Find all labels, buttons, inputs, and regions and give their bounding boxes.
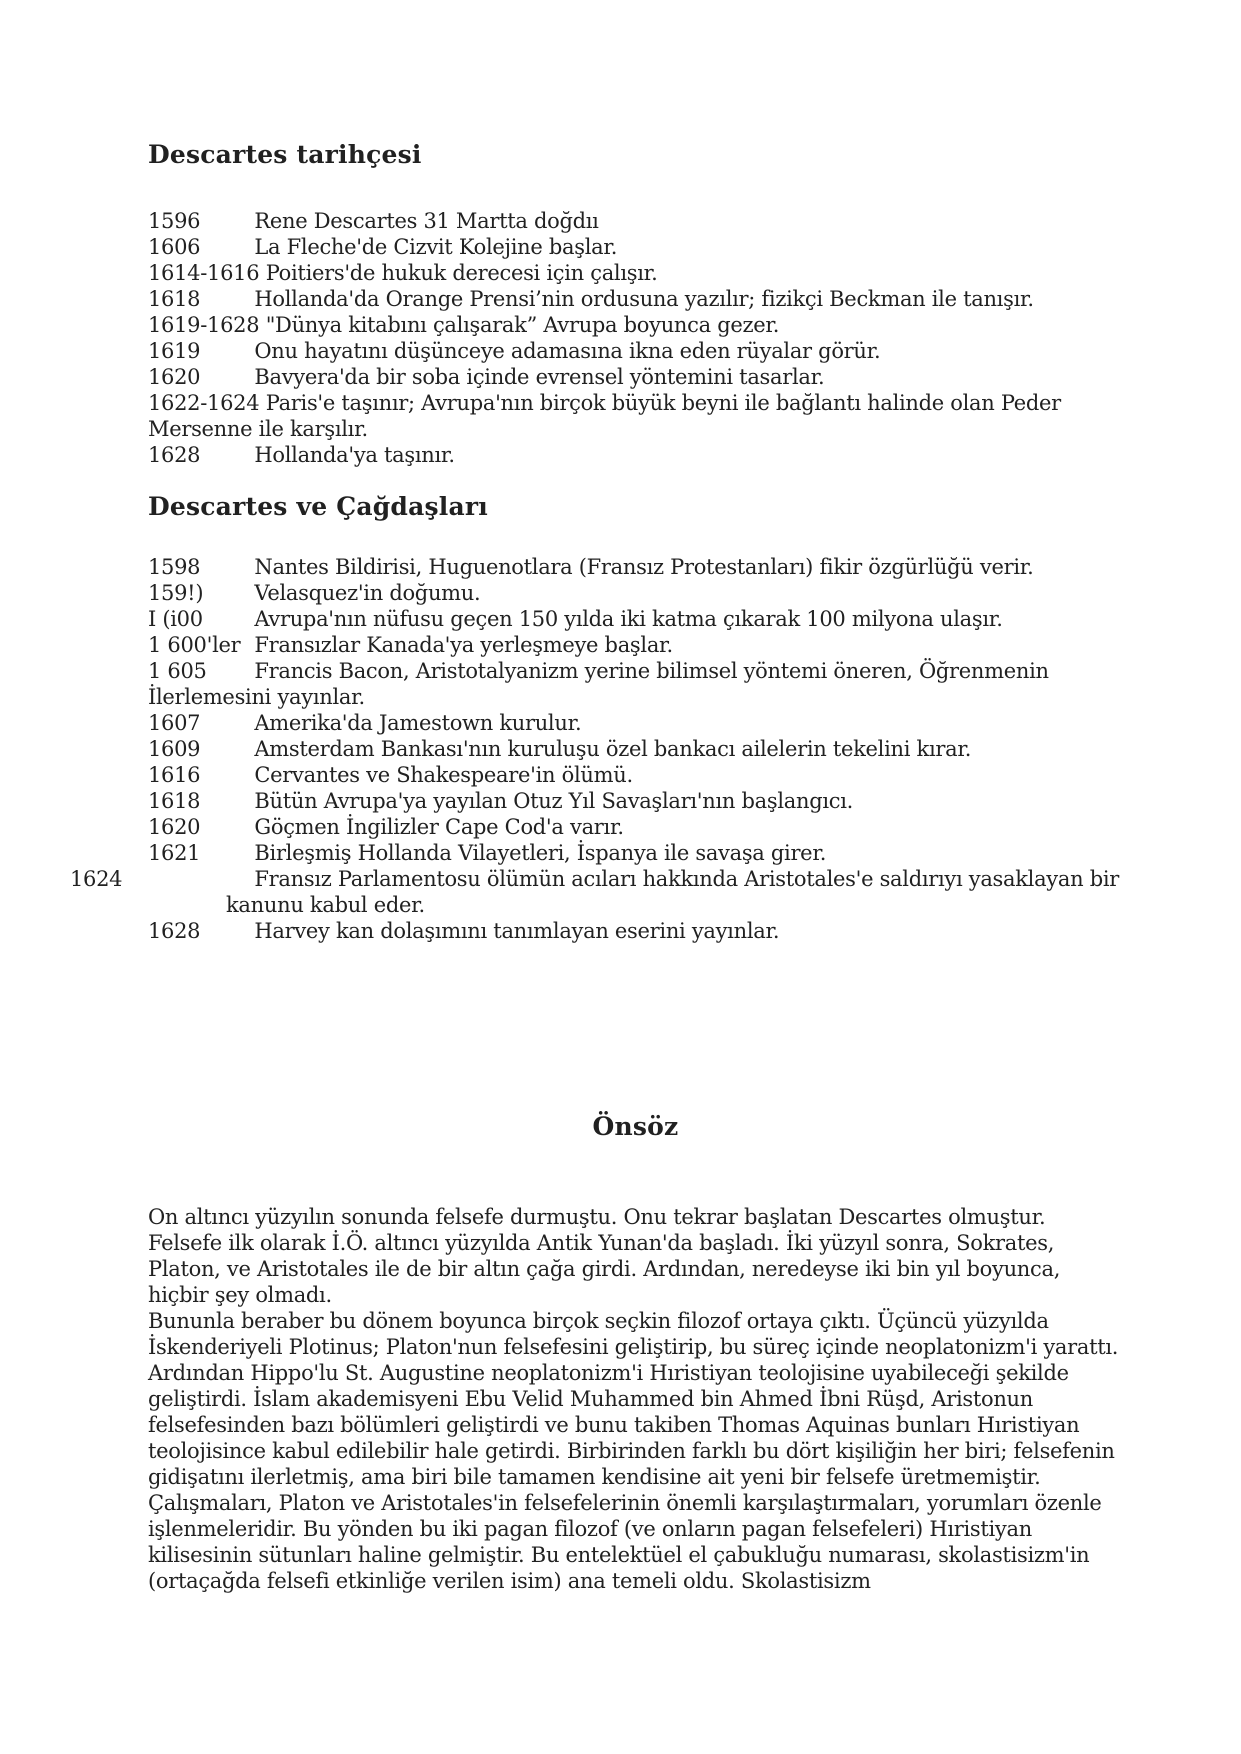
timeline-entry	[148, 338, 1123, 364]
entry-year: 1 605	[148, 659, 207, 683]
entry-text: Nantes Bildirisi, Huguenotlara (Fransız Protestanları) fikir özgürlüğü verir.	[254, 555, 1034, 579]
entry-year: 1596	[148, 209, 201, 233]
entry-year: I (i00	[148, 607, 203, 631]
entry-year: 1618	[148, 789, 201, 813]
history-section-title: Descartes tarihçesi	[148, 140, 422, 169]
entry-year: 1609	[148, 737, 201, 761]
timeline-entry	[148, 364, 1123, 390]
entry-text: Rene Descartes 31 Martta doğdıı	[254, 209, 599, 233]
preface-paragraph-2: Bununla beraber bu dönem boyunca birçok seçkin filozof ortaya çıktı. Üçüncü yüzyılda İskenderiyeli Plotinus; Platon'nun felsefesini geliştirip, bu süreç içinde neoplatonizm'i yarattı. Ardından Hippo'lu St. Augustine neoplatonizm'i Hıristiyan teolojisine uyabileceği şekilde geliştirdi. İslam akademisyeni Ebu Velid Muhammed bin Ahmed İbni Rüşd, Aristonun felsefesinden bazı bölümleri geliştirdi ve bunu takiben Thomas Aquinas bunları Hıristiyan teolojisince kabul edilebilir hale getirdi. Birbirinden farklı bu dört kişiliğin her biri; felsefenin gidişatını ilerletmiş, ama biri bile tamamen kendisine ait yeni bir felsefe üretmemiştir. Çalışmaları, Platon ve Aristotales'in felsefelerinin önemli karşılaştırmaları, yorumları özenle işlenmeleridir. Bu yönden bu iki pagan filozof (ve onların pagan felsefeleri) Hıristiyan kilisesinin sütunları haline gelmiştir. Bu entelektüel el çabukluğu numarası, skolastisizm'in (ortaçağda felsefi etkinliğe verilen isim) ana temeli oldu. Skolastisizm	[148, 1309, 1119, 1593]
entry-text: Onu hayatını düşünceye adamasına ikna eden rüyalar görür.	[254, 339, 881, 363]
entry-text: Poitiers'de hukuk derecesi için çalışır.	[265, 261, 658, 285]
contemporaries-section-title: Descartes ve Çağdaşları	[148, 492, 488, 521]
timeline-entry	[148, 918, 1123, 944]
entry-text: Avrupa'nın nüfusu geçen 150 yılda iki katma çıkarak 100 milyona ulaşır.	[254, 607, 1003, 631]
entry-year: 1614-1616	[148, 261, 260, 285]
entry-text: Göçmen İngilizler Cape Cod'a varır.	[254, 815, 624, 839]
entry-year: 1622-1624	[148, 391, 260, 415]
contemporaries-timeline	[70, 554, 1123, 944]
timeline-entry	[148, 606, 1123, 632]
timeline-entry	[148, 762, 1123, 788]
entry-year: 1616	[148, 763, 201, 787]
entry-year: 1 600'ler	[148, 633, 241, 657]
entry-year: 1620	[148, 815, 201, 839]
timeline-entry	[148, 814, 1123, 840]
timeline-entry	[148, 736, 1123, 762]
entry-text: Amerika'da Jamestown kurulur.	[254, 711, 582, 735]
entry-text: La Fleche'de Cizvit Kolejine başlar.	[254, 235, 618, 259]
entry-text: Birleşmiş Hollanda Vilayetleri, İspanya ile savaşa girer.	[254, 841, 827, 865]
timeline-entry	[148, 554, 1123, 580]
timeline-entry	[148, 234, 1123, 260]
timeline-entry	[148, 632, 1123, 658]
entry-year: 1628	[148, 443, 201, 467]
preface-paragraph-1: On altıncı yüzyılın sonunda felsefe durmuştu. Onu tekrar başlatan Descartes olmuştur. Felsefe ilk olarak İ.Ö. altıncı yüzyılda Antik Yunan'da başladı. İki yüzyıl sonra, Sokrates, Platon, ve Aristotales ile de bir altın çağa girdi. Ardından, neredeyse iki bin yıl boyunca, hiçbir şey olmadı.	[148, 1205, 1061, 1307]
preface-body	[148, 1204, 1123, 1594]
entry-year: 1606	[148, 235, 201, 259]
entry-year: 1619-1628	[148, 313, 260, 337]
timeline-entry	[148, 390, 1123, 442]
entry-text: Bütün Avrupa'ya yayılan Otuz Yıl Savaşları'nın başlangıcı.	[254, 789, 854, 813]
timeline-entry	[70, 866, 1123, 918]
timeline-entry	[148, 442, 1123, 468]
entry-text: Amsterdam Bankası'nın kuruluşu özel bankacı ailelerin tekelini kırar.	[254, 737, 972, 761]
entry-text: Harvey kan dolaşımını tanımlayan eserini yayınlar.	[254, 919, 780, 943]
entry-text: Bavyera'da bir soba içinde evrensel yöntemini tasarlar.	[254, 365, 825, 389]
timeline-entry	[148, 260, 1123, 286]
entry-text: Fransız Parlamentosu ölümün acıları hakkında Aristotales'e saldırıyı yasaklayan bir kanunu kabul eder.	[226, 867, 1119, 917]
section-descartes-contemporaries	[70, 492, 1123, 944]
timeline-entry	[148, 840, 1123, 866]
entry-text: Hollanda'ya taşınır.	[254, 443, 455, 467]
entry-text: Fransızlar Kanada'ya yerleşmeye başlar.	[254, 633, 673, 657]
entry-text: Francis Bacon, Aristotalyanizm yerine bilimsel yöntemi öneren, Öğrenmenin İlerlemesini yayınlar.	[148, 659, 1049, 709]
entry-year: 1628	[148, 919, 201, 943]
timeline-entry	[148, 710, 1123, 736]
entry-year: 1618	[148, 287, 201, 311]
entry-year: 1624	[70, 867, 123, 891]
entry-year: 1619	[148, 339, 201, 363]
timeline-entry	[148, 788, 1123, 814]
section-descartes-history	[148, 140, 1123, 468]
timeline-entry	[148, 580, 1123, 606]
entry-year: 1598	[148, 555, 201, 579]
entry-year: 159!)	[148, 581, 204, 605]
timeline-entry	[148, 208, 1123, 234]
entry-text: Velasquez'in doğumu.	[254, 581, 481, 605]
history-timeline	[148, 208, 1123, 468]
entry-text: Paris'e taşınır; Avrupa'nın birçok büyük beyni ile bağlantı halinde olan Peder Mersenne ile karşılır.	[148, 391, 1061, 441]
entry-year: 1607	[148, 711, 201, 735]
entry-text: Cervantes ve Shakespeare'in ölümü.	[254, 763, 633, 787]
timeline-entry	[148, 286, 1123, 312]
entry-text: "Dünya kitabını çalışarak” Avrupa boyunca gezer.	[265, 313, 780, 337]
timeline-entry	[148, 312, 1123, 338]
entry-text: Hollanda'da Orange Prensi’nin ordusuna yazılır; fizikçi Beckman ile tanışır.	[254, 287, 1034, 311]
entry-year: 1620	[148, 365, 201, 389]
timeline-entry	[148, 658, 1123, 710]
preface-title: Önsöz	[592, 1112, 679, 1141]
entry-year: 1621	[148, 841, 201, 865]
